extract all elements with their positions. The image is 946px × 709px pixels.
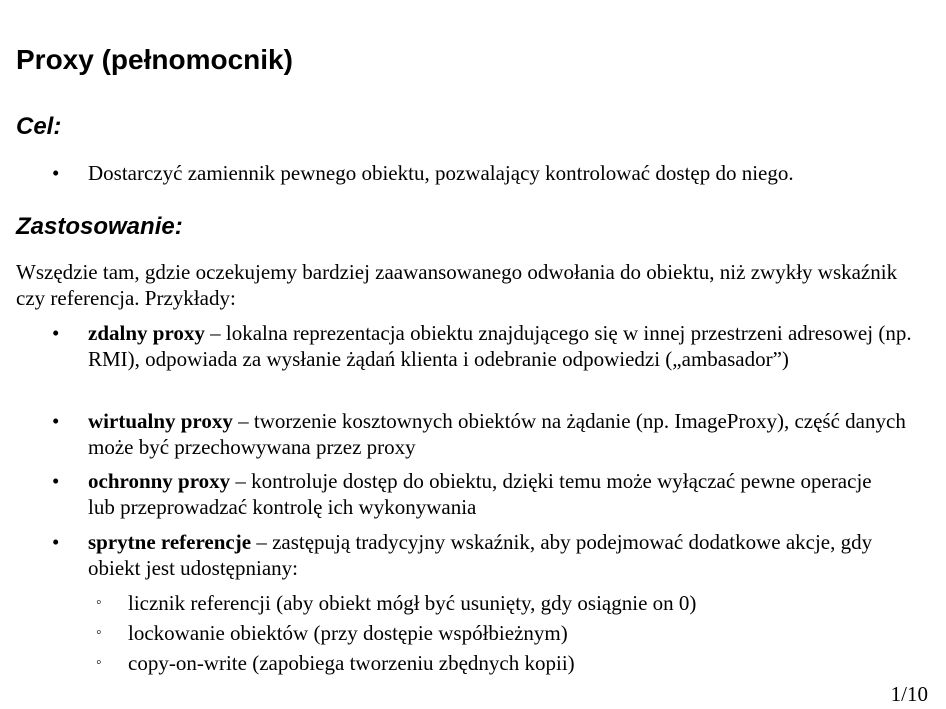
bullet-icon: • <box>52 161 60 185</box>
usage-heading: Zastosowanie: <box>16 213 183 240</box>
hollow-bullet-icon: ◦ <box>96 594 102 611</box>
hollow-bullet-icon: ◦ <box>96 654 102 671</box>
page-title: Proxy (pełnomocnik) <box>16 44 293 75</box>
item-description: – kontroluje dostęp do obiektu, dzięki temu może wyłączać pewne operacje lub przeprowadzać kontrolę ich wykonywania <box>88 469 872 519</box>
item-description: – zastępują tradycyjny wskaźnik, aby podejmować dodatkowe akcje, gdy obiekt jest udostępniany: <box>88 530 873 580</box>
item-term: sprytne referencje <box>88 530 252 554</box>
hollow-bullet-icon: ◦ <box>96 624 102 641</box>
goal-bullet-text: Dostarczyć zamiennik pewnego obiektu, pozwalający kontrolować dostęp do niego. <box>88 161 794 185</box>
usage-list-item <box>52 408 928 460</box>
item-description: – tworzenie kosztownych obiektów na żądanie (np. ImageProxy), część danych może być przechowywana przez proxy <box>88 409 906 459</box>
sub-item-text: licznik referencji (aby obiekt mógł być usunięty, gdy osiągnie on 0) <box>128 591 697 615</box>
bullet-icon: • <box>52 321 60 345</box>
sub-list-item <box>96 650 916 676</box>
usage-list-item <box>52 320 928 372</box>
item-term: ochronny proxy <box>88 469 231 493</box>
bullet-icon: • <box>52 530 60 554</box>
goal-heading: Cel: <box>16 113 62 140</box>
sub-list-item <box>96 620 916 646</box>
sub-item-text: copy-on-write (zapobiega tworzeniu zbędnych kopii) <box>128 651 575 675</box>
item-term: wirtualny proxy <box>88 409 233 433</box>
usage-intro: Wszędzie tam, gdzie oczekujemy bardziej zaawansowanego odwołania do obiektu, niż zwykły wskaźnik czy referencja. Przykłady: <box>16 260 898 310</box>
bullet-icon: • <box>52 469 60 493</box>
bullet-icon: • <box>52 409 60 433</box>
goal-bullet-item <box>52 160 942 186</box>
item-term: zdalny proxy <box>88 321 205 345</box>
usage-list-item <box>52 529 928 581</box>
sub-item-text: lockowanie obiektów (przy dostępie współbieżnym) <box>128 621 568 645</box>
usage-list-item <box>52 468 872 520</box>
sub-list-item <box>96 590 916 616</box>
page-number: 1/10 <box>890 682 928 706</box>
item-description: – lokalna reprezentacja obiektu znajdującego się w innej przestrzeni adresowej (np. RMI), odpowiada za wysłanie żądań klienta i odebranie odpowiedzi („ambasador”) <box>88 321 912 371</box>
